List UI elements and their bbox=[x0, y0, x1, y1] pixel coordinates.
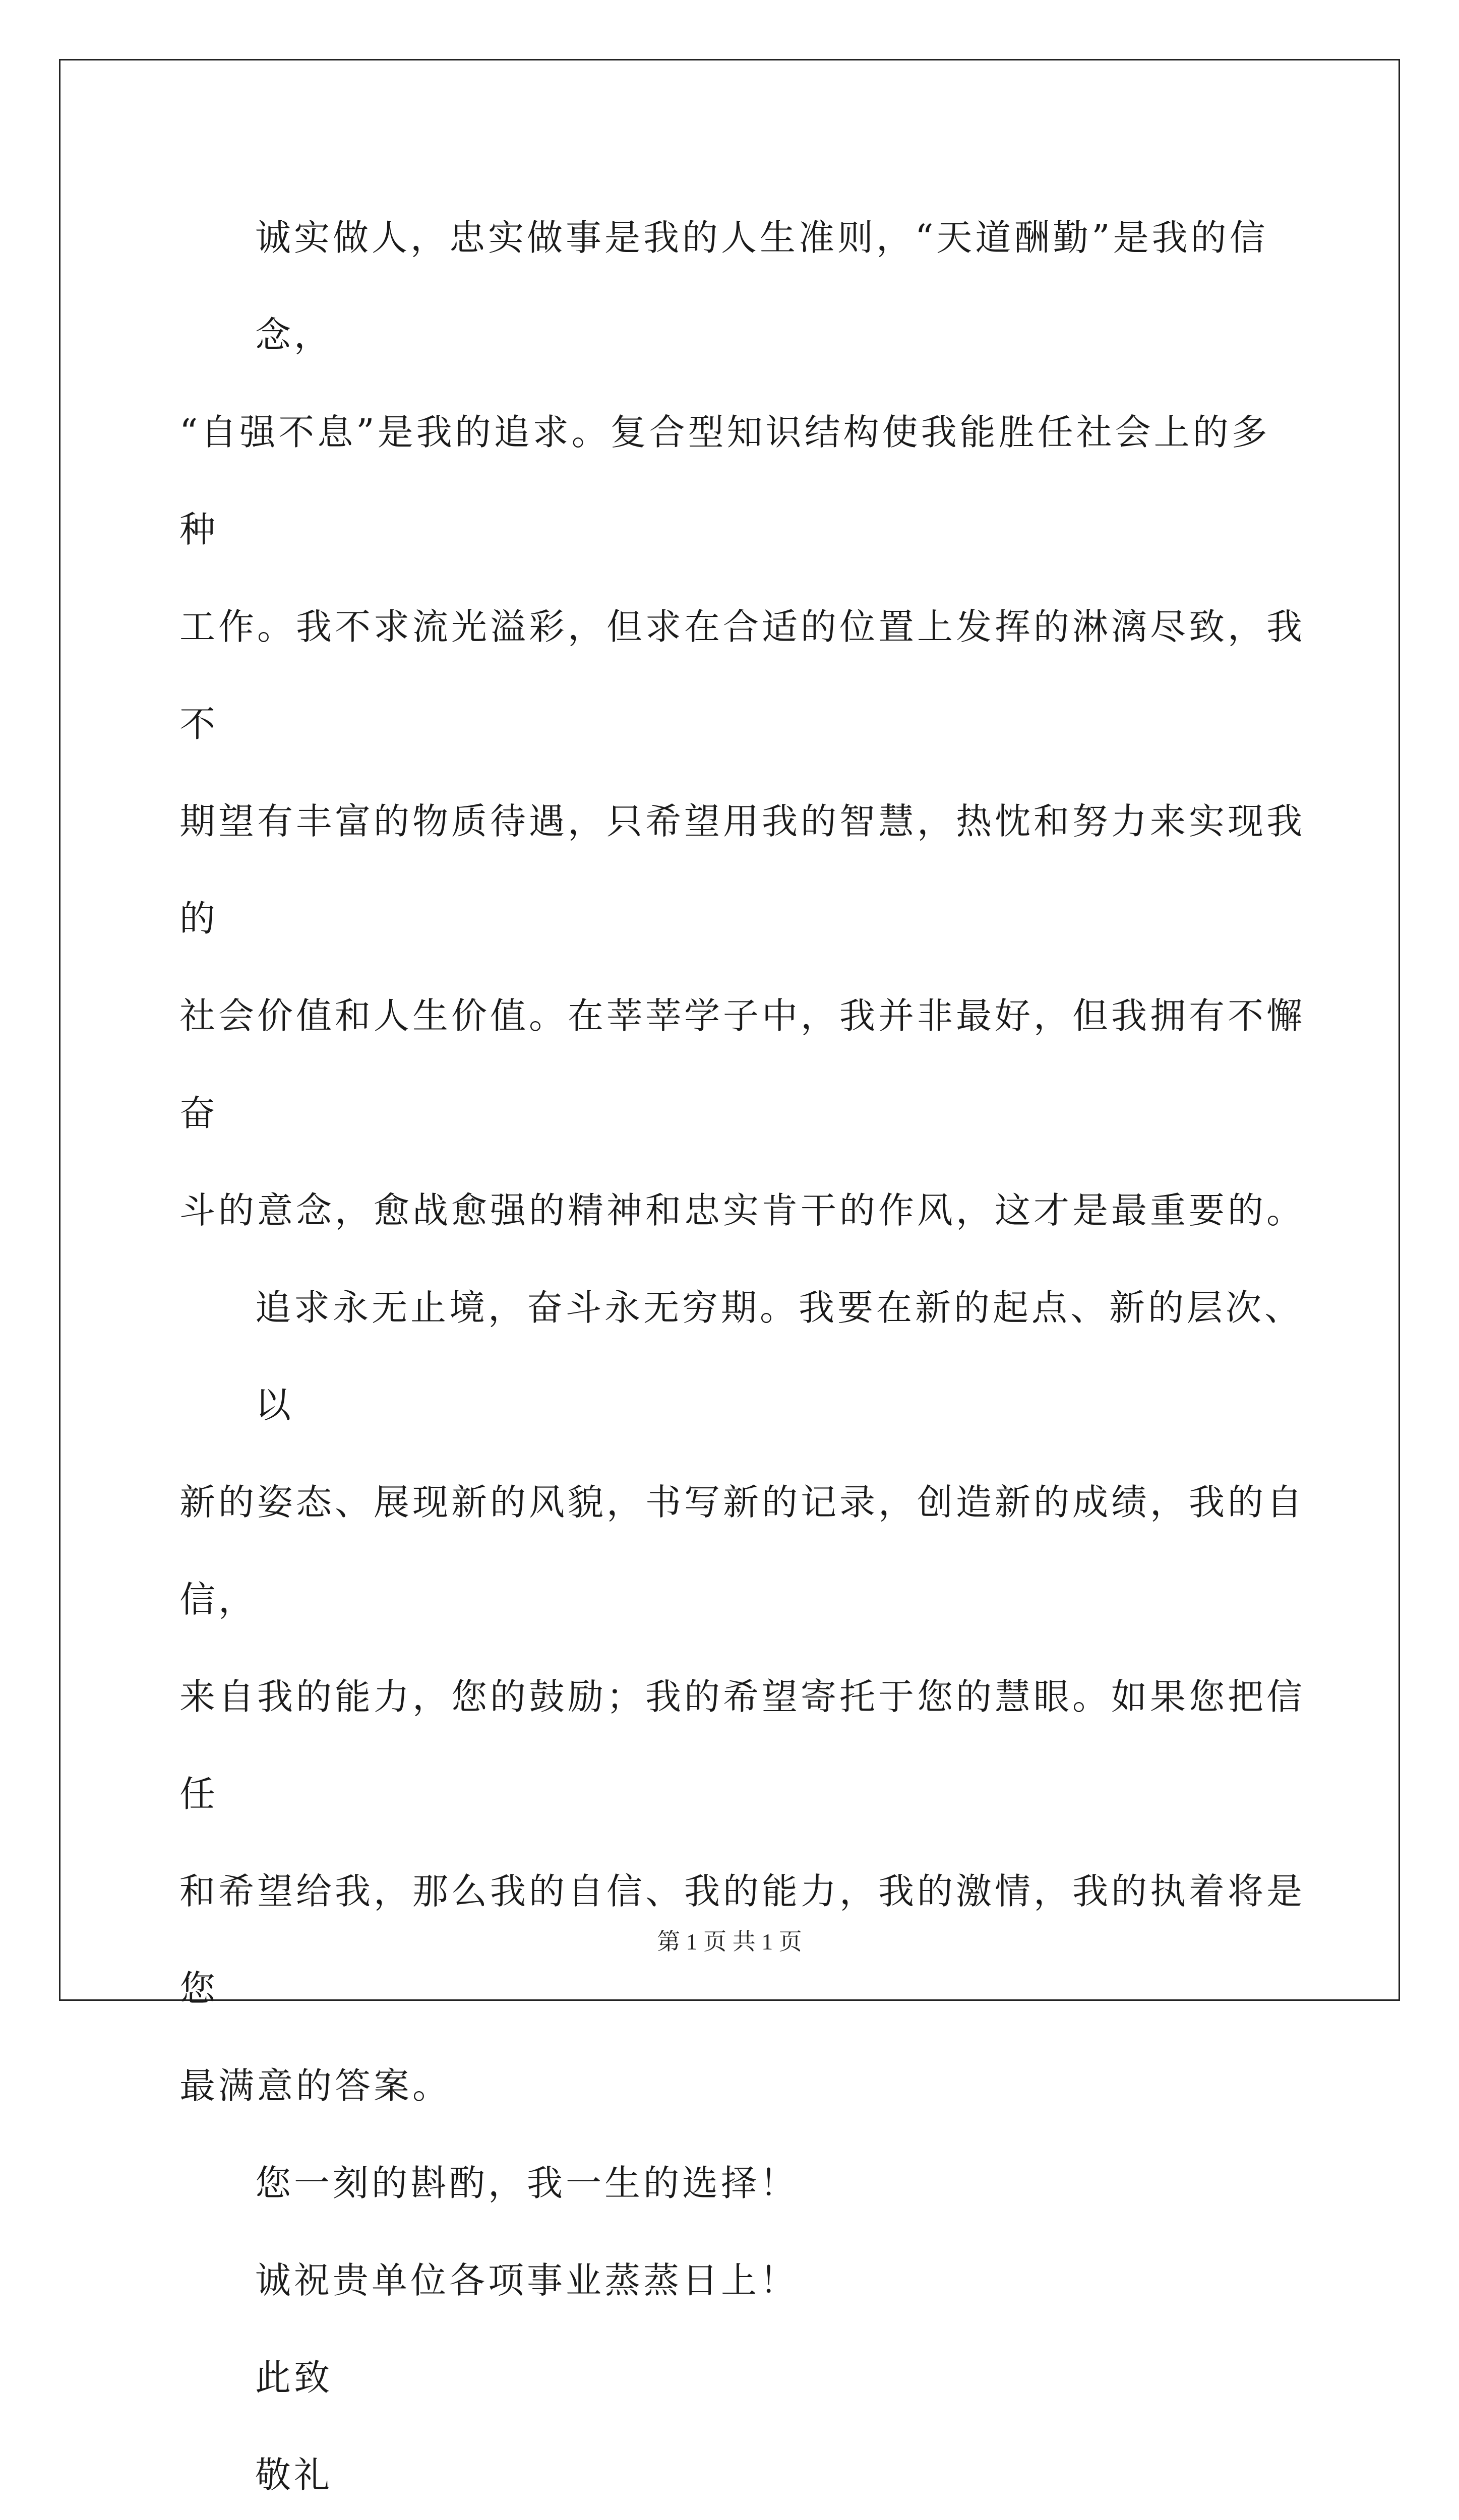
text-line: 斗的意念，愈战愈强的精神和忠实肯干的作风，这才是最重要的。 bbox=[179, 1189, 1306, 1231]
text-line: 新的姿态、展现新的风貌，书写新的记录，创造新的成绩，我的自信， bbox=[179, 1481, 1306, 1620]
text-line: 诚实做人，忠实做事是我的人生准则，“天道酬勤”是我的信念， bbox=[255, 217, 1268, 356]
document-body bbox=[179, 189, 1309, 2520]
text-line: 期望有丰富的物质待遇，只希望用我的智慧，热忱和努力来实现我的 bbox=[179, 800, 1306, 939]
text-line: 来自我的能力，您的鼓励；我的希望寄托于您的慧眼。如果您把信任 bbox=[179, 1676, 1306, 1815]
text-line: 工作。我不求流光溢彩，但求在合适的位置上发挥的淋漓尽致，我不 bbox=[179, 606, 1306, 745]
text-line: 和希望给我，那么我的自信、我的能力，我的激情，我的执着将是您 bbox=[179, 1870, 1306, 2009]
text-line: 社会价值和人生价值。在莘莘学子中，我并非最好，但我拥有不懈奋 bbox=[179, 995, 1306, 1134]
text-line: 最满意的答案。 bbox=[179, 2065, 452, 2107]
text-line: 此致 bbox=[255, 2357, 333, 2399]
text-line: “自强不息”是我的追求。复合型知识结构使我能胜任社会上的多种 bbox=[179, 411, 1270, 550]
text-line: 敬礼 bbox=[255, 2454, 333, 2496]
text-line: 您一刻的斟酌，我一生的选择！ bbox=[255, 2162, 799, 2204]
page-footer: 第 1 页 共 1 页 bbox=[657, 1929, 802, 1955]
text-line: 追求永无止境，奋斗永无穷期。我要在新的起点、新的层次、以 bbox=[255, 1287, 1304, 1426]
text-line: 诚祝贵单位各项事业蒸蒸日上！ bbox=[255, 2259, 799, 2301]
